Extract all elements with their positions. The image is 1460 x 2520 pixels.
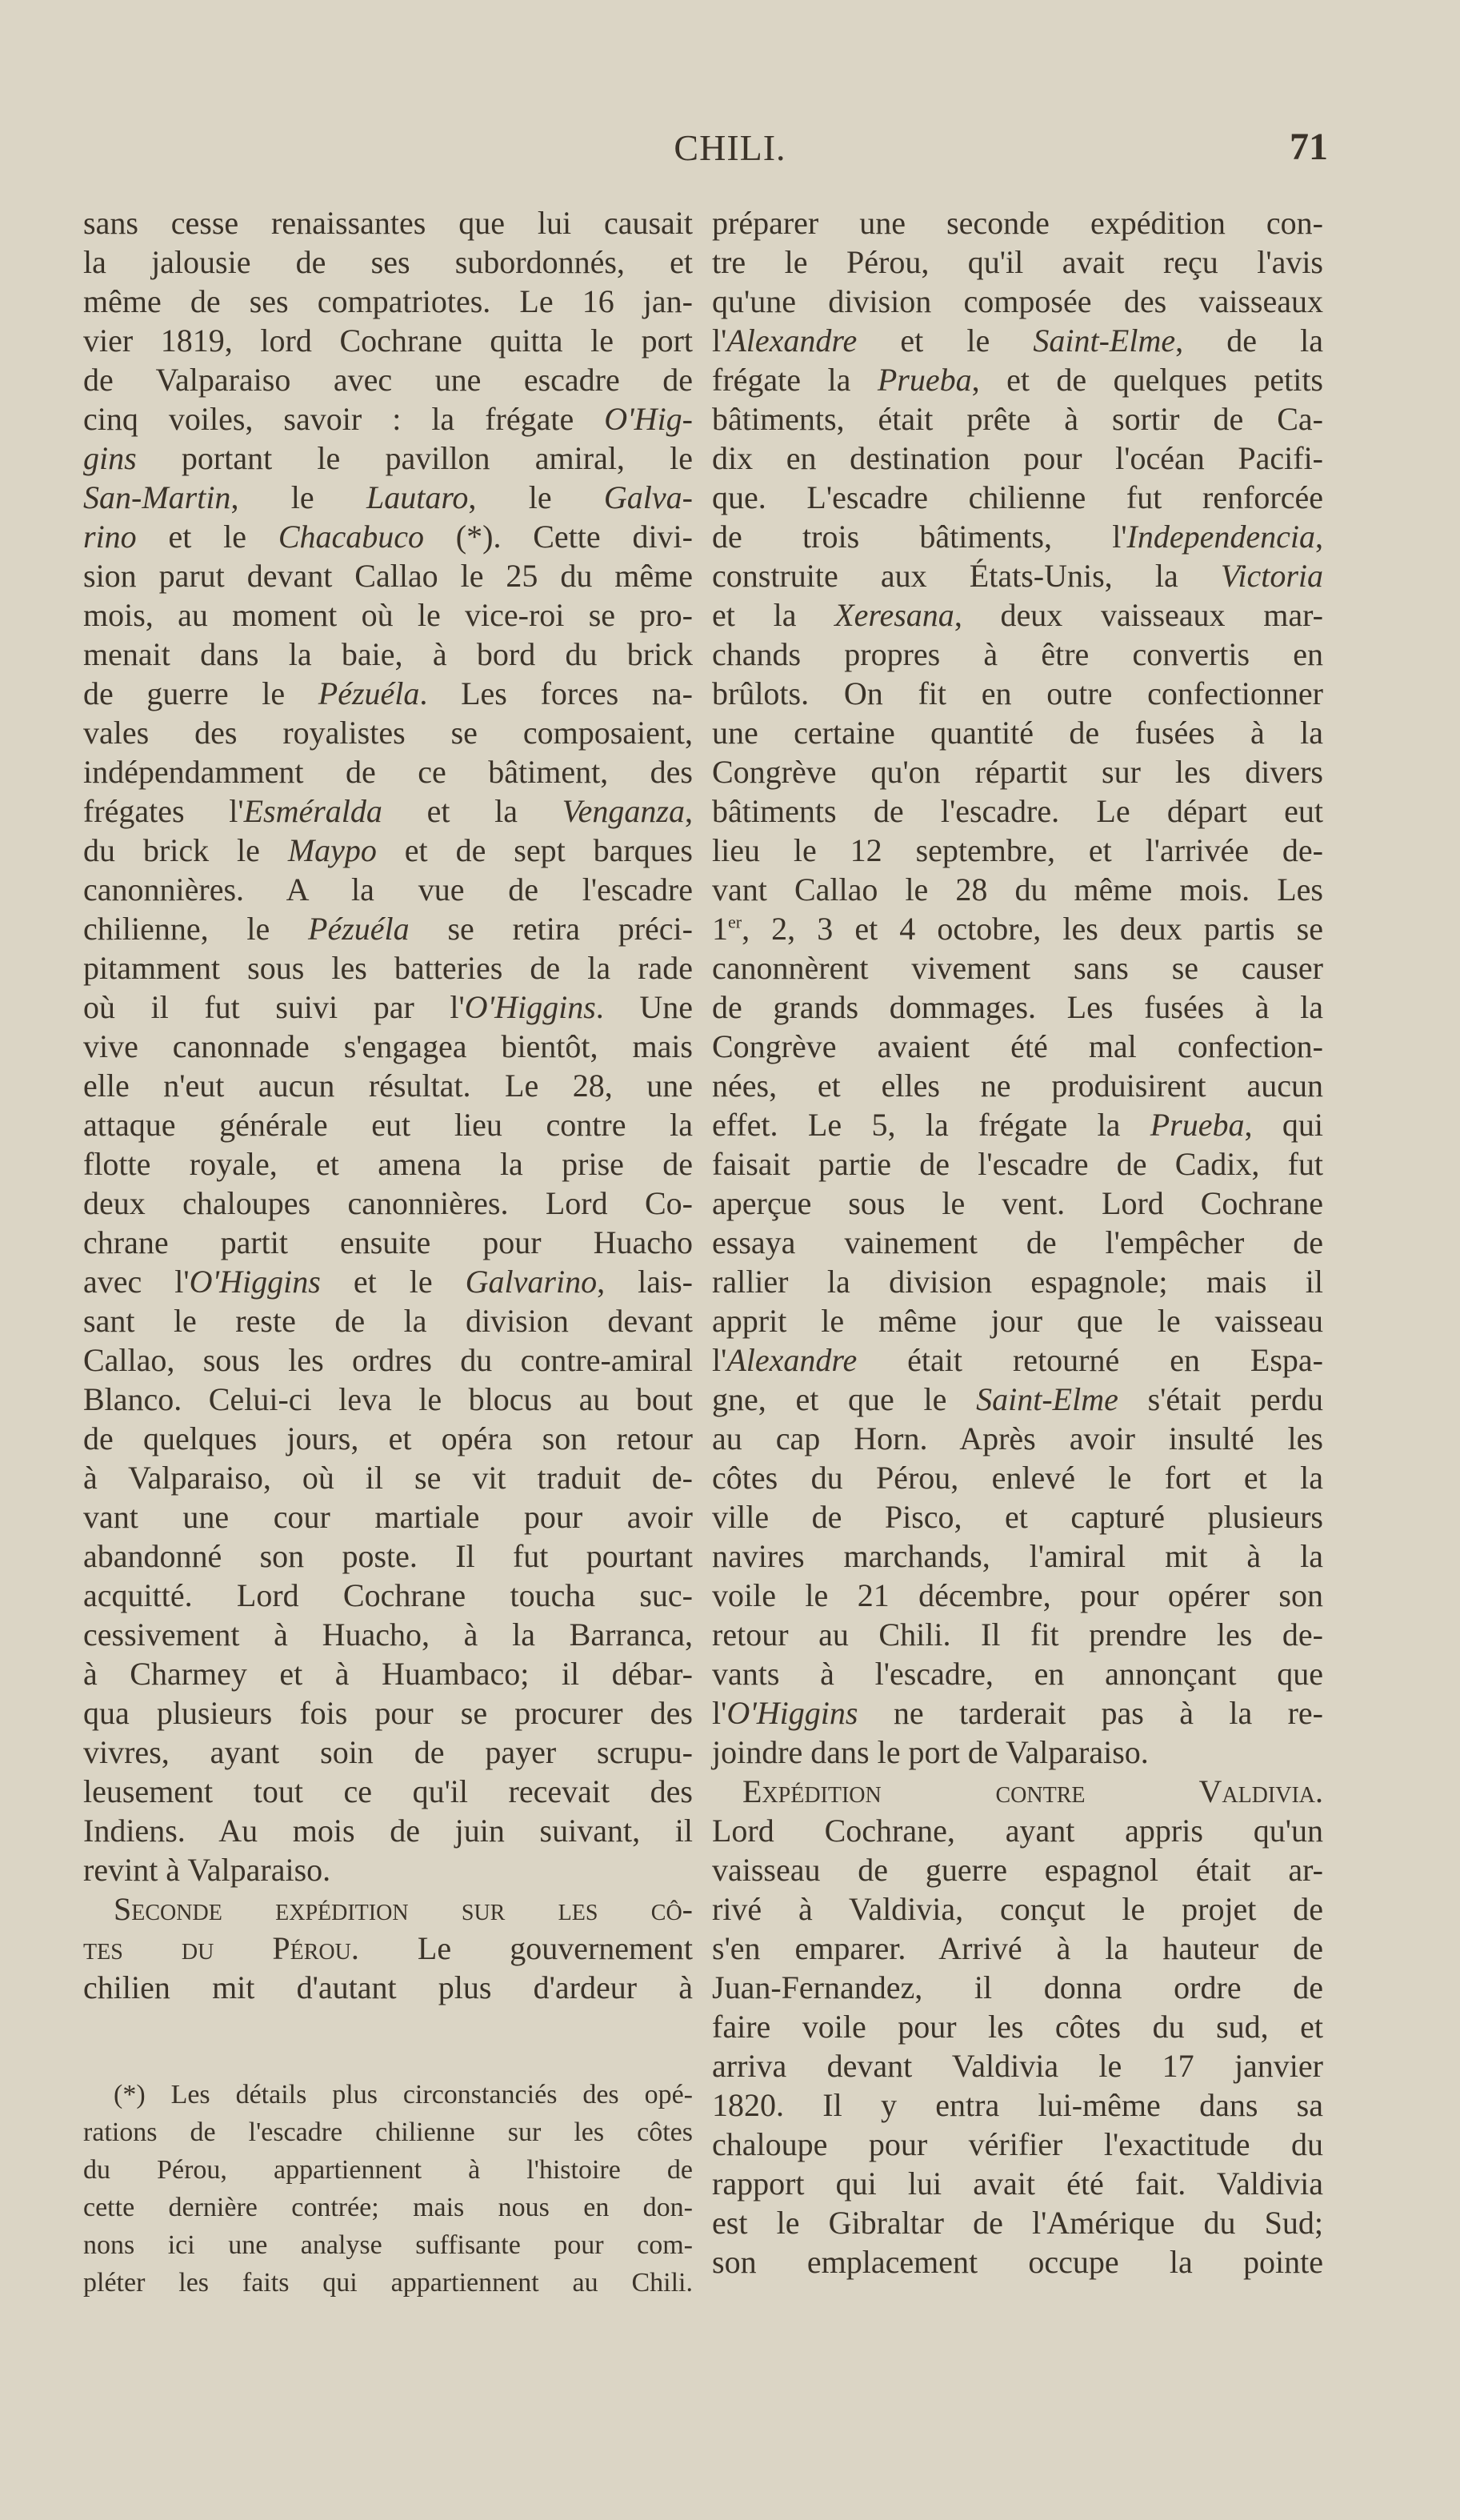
- text-span: son emplacement occupe la pointe: [712, 2244, 1323, 2280]
- text-span: une certaine quantité de fusées à la: [712, 715, 1323, 751]
- text-line: [83, 752, 693, 791]
- text-span: (*) Les détails plus circonstanciés des opé-: [114, 2080, 693, 2109]
- text-span: se retira préci-: [409, 911, 693, 947]
- italic-text: San-Martin: [83, 479, 231, 515]
- italic-text: Venganza: [562, 793, 685, 829]
- text-line: [712, 242, 1323, 282]
- text-line: [83, 1693, 693, 1733]
- text-line: [712, 1576, 1323, 1615]
- italic-text: Saint-Elme: [1033, 323, 1176, 359]
- text-line: [83, 1772, 693, 1811]
- text-line: [83, 1929, 693, 1968]
- text-span: préparer une seconde expédition con-: [712, 205, 1323, 241]
- text-span: ,: [1315, 519, 1323, 555]
- text-line: [712, 203, 1323, 242]
- text-span: . Les forces na-: [419, 675, 693, 711]
- text-span: rations de l'escadre chilienne sur les côtes: [83, 2117, 693, 2147]
- text-span: cinq voiles, savoir : la frégate: [83, 401, 605, 437]
- text-span: elle n'eut aucun résultat. Le 28, une: [83, 1068, 693, 1104]
- text-span: cessivement à Huacho, à la Barranca,: [83, 1617, 693, 1653]
- text-line: [83, 517, 693, 556]
- text-span: cette dernière contrée; mais nous en don-: [83, 2193, 693, 2222]
- text-span: Le gouvernement: [358, 1930, 693, 1966]
- italic-text: Independencia: [1126, 519, 1315, 555]
- text-span: apprit le même jour que le vaisseau: [712, 1303, 1323, 1339]
- text-line: [712, 321, 1323, 360]
- text-line: [712, 948, 1323, 988]
- text-line: [83, 2226, 693, 2264]
- text-line: [83, 674, 693, 713]
- text-line: [83, 1889, 693, 1929]
- text-span: Callao, sous les ordres du contre-amiral: [83, 1342, 693, 1378]
- text-span: construite aux États-Unis, la: [712, 558, 1221, 594]
- text-span: nons ici une analyse suffisante pour com-: [83, 2230, 693, 2260]
- text-line: [83, 791, 693, 831]
- text-span: Blanco. Celui-ci leva le blocus au bout: [83, 1381, 693, 1417]
- text-span: canonnières. A la vue de l'escadre: [83, 871, 693, 907]
- text-line: [712, 2125, 1323, 2164]
- text-span: lieu le 12 septembre, et l'arrivée de-: [712, 832, 1323, 868]
- text-span: gne, et que le: [712, 1381, 977, 1417]
- text-line: [712, 556, 1323, 595]
- italic-text: O'Higgins: [189, 1264, 321, 1300]
- text-line: [712, 1458, 1323, 1497]
- text-span: du Pérou, appartiennent à l'histoire de: [83, 2155, 693, 2185]
- text-line: [83, 1615, 693, 1654]
- text-span: vivres, ayant soin de payer scrupu-: [83, 1734, 693, 1770]
- page-number: 71: [1290, 126, 1328, 168]
- running-header-title: CHILI.: [674, 127, 786, 168]
- text-span: Lord Cochrane, ayant appris qu'un: [712, 1813, 1323, 1849]
- text-line: [83, 556, 693, 595]
- text-span: rapport qui lui avait été fait. Valdivia: [712, 2165, 1323, 2201]
- text-line: [83, 2151, 693, 2189]
- text-span: de quelques jours, et opéra son retour: [83, 1420, 693, 1456]
- text-line: [712, 282, 1323, 321]
- text-line: [83, 2076, 693, 2113]
- text-span: au cap Horn. Après avoir insulté les: [712, 1420, 1323, 1456]
- text-span: et de sept barques: [376, 832, 694, 868]
- text-line: [712, 674, 1323, 713]
- text-span: s'en emparer. Arrivé à la hauteur de: [712, 1930, 1323, 1966]
- text-span: rallier la division espagnole; mais il: [712, 1264, 1323, 1300]
- text-line: [712, 988, 1323, 1027]
- text-span: vant une cour martiale pour avoir: [83, 1499, 693, 1535]
- text-span: vier 1819, lord Cochrane quitta le port: [83, 323, 693, 359]
- text-span: côtes du Pérou, enlevé le fort et la: [712, 1460, 1323, 1496]
- text-span: arriva devant Valdivia le 17 janvier: [712, 2048, 1323, 2084]
- text-span: de guerre le: [83, 675, 318, 711]
- italic-text: Chacabuco: [278, 519, 424, 555]
- text-line: [83, 399, 693, 439]
- text-span: même de ses compatriotes. Le 16 jan-: [83, 283, 693, 319]
- text-line: [712, 360, 1323, 399]
- text-span: sant le reste de la division devant: [83, 1303, 693, 1339]
- text-span: à Charmey et à Huambaco; il débar-: [83, 1656, 693, 1692]
- text-span: . Une: [595, 989, 693, 1025]
- text-line: [83, 1654, 693, 1693]
- text-span: essaya vainement de l'empêcher de: [712, 1224, 1323, 1260]
- text-span: ville de Pisco, et capturé plusieurs: [712, 1499, 1323, 1535]
- italic-text: Galva-: [603, 479, 693, 515]
- text-line: [83, 831, 693, 870]
- text-line: [83, 1968, 693, 2007]
- text-span: faisait partie de l'escadre de Cadix, fut: [712, 1146, 1323, 1182]
- text-line: [83, 870, 693, 909]
- text-line: [712, 1380, 1323, 1419]
- text-span: et la: [712, 597, 835, 633]
- text-line: [712, 1811, 1323, 1850]
- text-span: , de la: [1175, 323, 1324, 359]
- text-span: que. L'escadre chilienne fut renforcée: [712, 479, 1323, 515]
- text-line: [83, 1223, 693, 1262]
- text-line: [712, 1929, 1323, 1968]
- text-line: [712, 1889, 1323, 1929]
- text-span: et le: [136, 519, 278, 555]
- text-line: [83, 713, 693, 752]
- text-line: [83, 595, 693, 635]
- italic-text: O'Higgins: [726, 1695, 858, 1731]
- text-line: [83, 282, 693, 321]
- text-line: [712, 1536, 1323, 1576]
- text-line: [83, 321, 693, 360]
- text-line: [712, 1968, 1323, 2007]
- italic-text: Alexandre: [726, 323, 858, 359]
- text-span: deux chaloupes canonnières. Lord Co-: [83, 1185, 693, 1221]
- text-span: , deux vaisseaux mar-: [954, 597, 1324, 633]
- text-span: , le: [230, 479, 366, 515]
- text-span: aperçue sous le vent. Lord Cochrane: [712, 1185, 1323, 1221]
- text-span: vant Callao le 28 du même mois. Les: [712, 871, 1323, 907]
- text-line: [83, 1105, 693, 1144]
- text-line: [83, 1144, 693, 1184]
- text-span: chrane partit ensuite pour Huacho: [83, 1224, 693, 1260]
- footnote: [83, 2076, 693, 2302]
- text-line: [712, 1262, 1323, 1301]
- text-span: bâtiments de l'escadre. Le départ eut: [712, 793, 1323, 829]
- text-line: [83, 360, 693, 399]
- text-span: effet. Le 5, la frégate la: [712, 1107, 1150, 1143]
- text-line: [83, 439, 693, 478]
- text-line: [712, 1615, 1323, 1654]
- text-span: qua plusieurs fois pour se procurer des: [83, 1695, 693, 1731]
- italic-text: rino: [83, 519, 137, 555]
- text-span: était retourné en Espa-: [857, 1342, 1323, 1378]
- text-line: [83, 1184, 693, 1223]
- text-span: navires marchands, l'amiral mit à la: [712, 1538, 1323, 1574]
- text-span: et la: [382, 793, 562, 829]
- text-span: nées, et elles ne produisirent aucun: [712, 1068, 1323, 1104]
- text-line: [83, 1262, 693, 1301]
- text-line: [712, 517, 1323, 556]
- text-line: [83, 635, 693, 674]
- italic-text: Saint-Elme: [976, 1381, 1118, 1417]
- text-span: (*). Cette divi-: [424, 519, 693, 555]
- text-line: [712, 1772, 1323, 1811]
- text-line: [83, 948, 693, 988]
- italic-text: Xeresana: [834, 597, 954, 633]
- text-line: [83, 1066, 693, 1105]
- text-span: acquitté. Lord Cochrane toucha suc-: [83, 1577, 693, 1613]
- text-line: [712, 1850, 1323, 1889]
- left-text-column: [83, 203, 693, 2007]
- text-span: attaque générale eut lieu contre la: [83, 1107, 693, 1143]
- text-span: l': [712, 1695, 727, 1731]
- text-line: [83, 478, 693, 517]
- text-line: [712, 1301, 1323, 1340]
- text-span: tre le Pérou, qu'il avait reçu l'avis: [712, 244, 1323, 280]
- text-line: [83, 909, 693, 948]
- text-span: , le: [468, 479, 604, 515]
- right-text-column: [712, 203, 1323, 2282]
- text-span: Juan-Fernandez, il donna ordre de: [712, 1969, 1323, 2005]
- text-span: sion parut devant Callao le 25 du même: [83, 558, 693, 594]
- text-line: [712, 791, 1323, 831]
- text-line: [712, 1223, 1323, 1262]
- text-span: de grands dommages. Les fusées à la: [712, 989, 1323, 1025]
- text-line: [712, 2203, 1323, 2242]
- text-line: [712, 1066, 1323, 1105]
- text-span: l': [712, 1342, 727, 1378]
- text-span: , lais-: [597, 1264, 693, 1300]
- text-span: pitamment sous les batteries de la rade: [83, 950, 693, 986]
- text-line: [83, 1301, 693, 1340]
- text-span: , et de quelques petits: [971, 362, 1323, 398]
- italic-text: Prueba: [1150, 1107, 1245, 1143]
- text-span: canonnèrent vivement sans se causer: [712, 950, 1323, 986]
- italic-text: Alexandre: [726, 1342, 858, 1378]
- text-line: [83, 1497, 693, 1536]
- text-line: [83, 2264, 693, 2302]
- text-line: [83, 1380, 693, 1419]
- text-span: à Valparaiso, où il se vit traduit de-: [83, 1460, 693, 1496]
- text-line: [712, 1497, 1323, 1536]
- text-span: de Valparaiso avec une escadre de: [83, 362, 693, 398]
- text-span: menait dans la baie, à bord du brick: [83, 636, 693, 672]
- text-line: [712, 478, 1323, 517]
- text-span: Indiens. Au mois de juin suivant, il: [83, 1813, 693, 1849]
- text-span: qu'une division composée des vaisseaux: [712, 283, 1323, 319]
- text-span: mois, au moment où le vice-roi se pro-: [83, 597, 693, 633]
- italic-text: Pézuéla: [318, 675, 420, 711]
- text-span: s'était perdu: [1118, 1381, 1323, 1417]
- text-line: [83, 1419, 693, 1458]
- text-span: du brick le: [83, 832, 288, 868]
- text-span: avec l': [83, 1264, 190, 1300]
- text-span: er: [728, 911, 742, 932]
- text-span: voile le 21 décembre, pour opérer son: [712, 1577, 1323, 1613]
- text-span: 1820. Il y entra lui-même dans sa: [712, 2087, 1323, 2123]
- text-span: bâtiments, était prête à sortir de Ca-: [712, 401, 1323, 437]
- text-line: [712, 439, 1323, 478]
- text-span: joindre dans le port de Valparaiso.: [712, 1734, 1149, 1770]
- text-line: [83, 1811, 693, 1850]
- text-span: chaloupe pour vérifier l'exactitude du: [712, 2126, 1323, 2162]
- text-line: [712, 2085, 1323, 2125]
- section-heading: tes du Pérou.: [83, 1930, 359, 1966]
- text-span: 1: [712, 911, 728, 947]
- text-span: Congrève qu'on répartit sur les divers: [712, 754, 1323, 790]
- text-line: [712, 713, 1323, 752]
- text-line: [712, 595, 1323, 635]
- text-span: pléter les faits qui appartiennent au Chili.: [83, 2268, 693, 2298]
- text-line: [83, 2113, 693, 2151]
- text-span: est le Gibraltar de l'Amérique du Sud;: [712, 2205, 1323, 2241]
- italic-text: gins: [83, 440, 137, 476]
- text-line: [83, 242, 693, 282]
- text-line: [712, 1184, 1323, 1223]
- text-line: [83, 203, 693, 242]
- italic-text: Victoria: [1220, 558, 1323, 594]
- text-span: leusement tout ce qu'il recevait des: [83, 1773, 693, 1809]
- text-line: [83, 1850, 693, 1889]
- text-line: [712, 399, 1323, 439]
- text-span: rivé à Valdivia, conçut le projet de: [712, 1891, 1323, 1927]
- text-span: faire voile pour les côtes du sud, et: [712, 2009, 1323, 2045]
- text-span: frégate la: [712, 362, 878, 398]
- text-span: chands propres à être convertis en: [712, 636, 1323, 672]
- italic-text: Esméralda: [243, 793, 382, 829]
- text-line: [712, 2164, 1323, 2203]
- text-line: [83, 988, 693, 1027]
- text-span: , qui: [1244, 1107, 1323, 1143]
- text-span: sans cesse renaissantes que lui causait: [83, 205, 693, 241]
- text-line: [712, 1340, 1323, 1380]
- text-line: [712, 752, 1323, 791]
- text-span: chilien mit d'autant plus d'ardeur à: [83, 1969, 693, 2005]
- text-span: et le: [320, 1264, 466, 1300]
- text-line: [83, 1576, 693, 1615]
- text-span: indépendamment de ce bâtiment, des: [83, 754, 693, 790]
- text-span: vive canonnade s'engagea bientôt, mais: [83, 1028, 693, 1064]
- italic-text: O'Higgins: [464, 989, 596, 1025]
- text-span: dix en destination pour l'océan Pacifi-: [712, 440, 1323, 476]
- text-span: la jalousie de ses subordonnés, et: [83, 244, 693, 280]
- text-line: [712, 1654, 1323, 1693]
- text-line: [83, 2189, 693, 2226]
- text-line: [712, 2242, 1323, 2282]
- text-line: [712, 831, 1323, 870]
- text-line: [712, 635, 1323, 674]
- text-span: frégates l': [83, 793, 244, 829]
- text-line: [83, 1458, 693, 1497]
- italic-text: Galvarino: [465, 1264, 598, 1300]
- section-heading: Seconde expédition sur les cô-: [114, 1891, 693, 1927]
- text-span: de trois bâtiments, l': [712, 519, 1127, 555]
- text-line: [83, 1733, 693, 1772]
- text-line: [712, 2046, 1323, 2085]
- italic-text: Pézuéla: [308, 911, 410, 947]
- text-line: [712, 1105, 1323, 1144]
- text-span: l': [712, 323, 727, 359]
- text-span: abandonné son poste. Il fut pourtant: [83, 1538, 693, 1574]
- text-span: vales des royalistes se composaient,: [83, 715, 693, 751]
- section-heading: Expédition contre Valdivia.: [742, 1773, 1323, 1809]
- italic-text: O'Hig-: [604, 401, 693, 437]
- text-line: [83, 1536, 693, 1576]
- text-span: ,: [685, 793, 693, 829]
- text-span: ne tarderait pas à la re-: [858, 1695, 1323, 1731]
- text-line: [712, 2007, 1323, 2046]
- text-span: brûlots. On fit en outre confectionner: [712, 675, 1323, 711]
- text-line: [712, 1419, 1323, 1458]
- text-span: chilienne, le: [83, 911, 309, 947]
- text-span: vaisseau de guerre espagnol était ar-: [712, 1852, 1323, 1888]
- italic-text: Maypo: [287, 832, 377, 868]
- text-span: flotte royale, et amena la prise de: [83, 1146, 693, 1182]
- italic-text: Prueba: [877, 362, 972, 398]
- text-span: retour au Chili. Il fit prendre les de-: [712, 1617, 1323, 1653]
- text-span: revint à Valparaiso.: [83, 1852, 331, 1888]
- text-span: Congrève avaient été mal confection-: [712, 1028, 1323, 1064]
- text-span: vants à l'escadre, en annonçant que: [712, 1656, 1323, 1692]
- text-span: où il fut suivi par l': [83, 989, 465, 1025]
- text-line: [83, 1027, 693, 1066]
- text-span: et le: [857, 323, 1034, 359]
- text-line: [712, 870, 1323, 909]
- text-line: [712, 1027, 1323, 1066]
- text-line: [712, 909, 1323, 948]
- text-line: [712, 1733, 1323, 1772]
- text-span: portant le pavillon amiral, le: [136, 440, 693, 476]
- italic-text: Lautaro: [366, 479, 469, 515]
- text-line: [712, 1144, 1323, 1184]
- text-span: , 2, 3 et 4 octobre, les deux partis se: [742, 911, 1323, 947]
- text-line: [83, 1340, 693, 1380]
- text-line: [712, 1693, 1323, 1733]
